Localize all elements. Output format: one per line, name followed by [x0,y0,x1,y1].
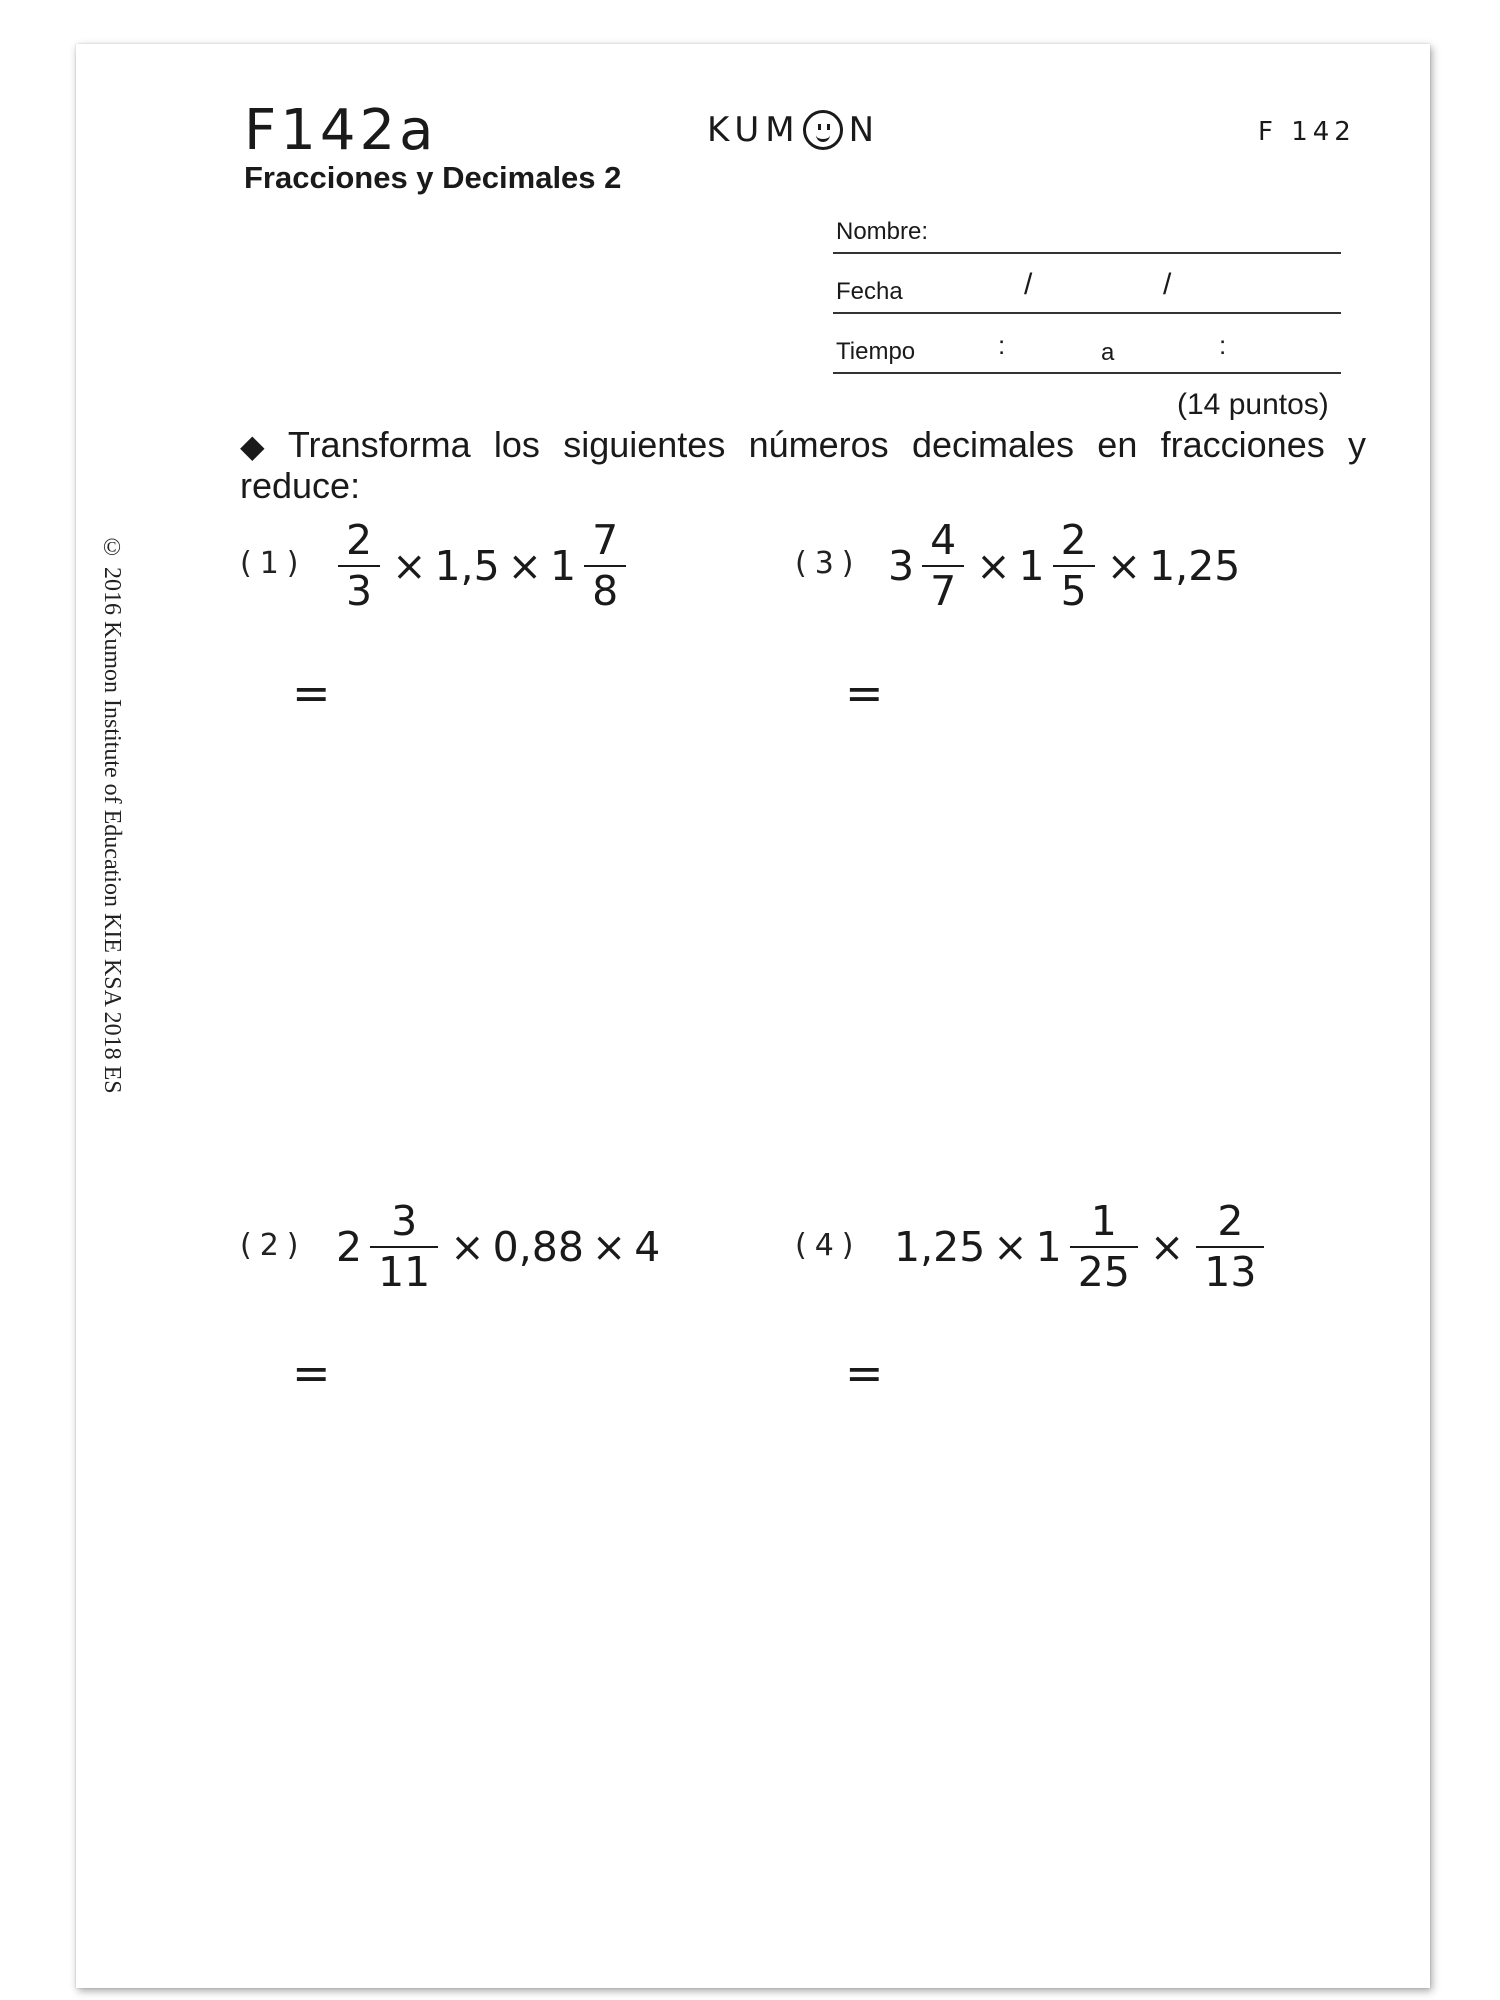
decimal-term: 1,5 [434,542,500,590]
times-sign: × [1106,542,1142,590]
decimal-term: 0,88 [492,1223,584,1271]
times-sign: × [392,542,427,590]
diamond-bullet-icon: ◆ [240,428,278,464]
mixed-whole: 3 [888,542,915,590]
times-sign: × [993,1223,1028,1271]
date-separator: / [1163,268,1172,301]
mixed-whole: 1 [550,542,577,590]
times-sign: × [1149,1223,1185,1271]
denominator: 7 [930,567,957,615]
problem-expression-4 [890,1197,1272,1296]
fraction [338,516,380,615]
kumon-face-icon [803,110,843,150]
copyright-notice: © 2016 Kumon Institute of Education KIE KSA 2018 ES [99,535,125,1094]
time-colon: : [1219,330,1227,360]
logo-text-right: N [848,110,881,150]
problem-expression-1 [330,516,634,615]
time-colon: : [998,330,1006,360]
logo-text-left: KUM [707,110,801,150]
answer-equals-2: = [292,1346,331,1400]
numerator: 4 [930,516,957,564]
times-sign: × [976,542,1011,590]
time-to: a [1101,339,1115,366]
problem-label-4: (4) [795,1228,862,1263]
time-label: Tiempo [836,338,916,365]
times-sign: × [591,1223,627,1271]
worksheet-code: F142a [244,98,438,163]
mixed-whole: 1 [1035,1223,1062,1271]
fraction [1070,1197,1138,1296]
denominator: 8 [592,567,619,615]
date-separator: / [1024,268,1033,301]
denominator: 11 [378,1248,431,1296]
times-sign: × [450,1223,485,1271]
denominator: 13 [1204,1248,1257,1296]
corner-code: F 142 [1258,117,1356,147]
answer-equals-4: = [845,1346,884,1400]
problem-expression-3 [884,516,1244,615]
problem-label-3: (3) [795,546,862,581]
decimal-term: 1,25 [1149,542,1241,590]
numerator: 3 [391,1197,418,1245]
name-label: Nombre: [836,218,929,245]
name-field[interactable] [833,252,1341,254]
time-field[interactable] [833,372,1341,374]
denominator: 5 [1060,567,1087,615]
worksheet-page [76,44,1430,1988]
problem-label-1: (1) [240,546,307,581]
whole-term: 4 [634,1223,661,1271]
denominator: 25 [1077,1248,1130,1296]
date-label: Fecha [836,278,903,305]
instruction-body: Transforma los siguientes números decimales en fracciones y reduce: [240,424,1366,506]
worksheet-subtitle: Fracciones y Decimales 2 [244,160,622,195]
instruction-text [240,425,1366,506]
answer-equals-1: = [292,666,331,720]
points-label: (14 puntos) [1177,388,1329,421]
numerator: 2 [346,516,373,564]
fraction [1053,516,1095,615]
decimal-term: 1,25 [894,1223,986,1271]
numerator: 7 [592,516,619,564]
numerator: 2 [1217,1197,1244,1245]
fraction [370,1197,438,1296]
date-field[interactable] [833,312,1341,314]
fraction [584,516,626,615]
numerator: 1 [1090,1197,1117,1245]
mixed-whole: 1 [1018,542,1045,590]
problem-expression-2 [332,1197,664,1296]
denominator: 3 [346,567,373,615]
times-sign: × [507,542,543,590]
fraction [922,516,964,615]
mixed-whole: 2 [336,1223,363,1271]
numerator: 2 [1060,516,1087,564]
answer-equals-3: = [845,666,884,720]
problem-label-2: (2) [240,1228,307,1263]
fraction [1196,1197,1264,1296]
kumon-logo [707,110,880,150]
